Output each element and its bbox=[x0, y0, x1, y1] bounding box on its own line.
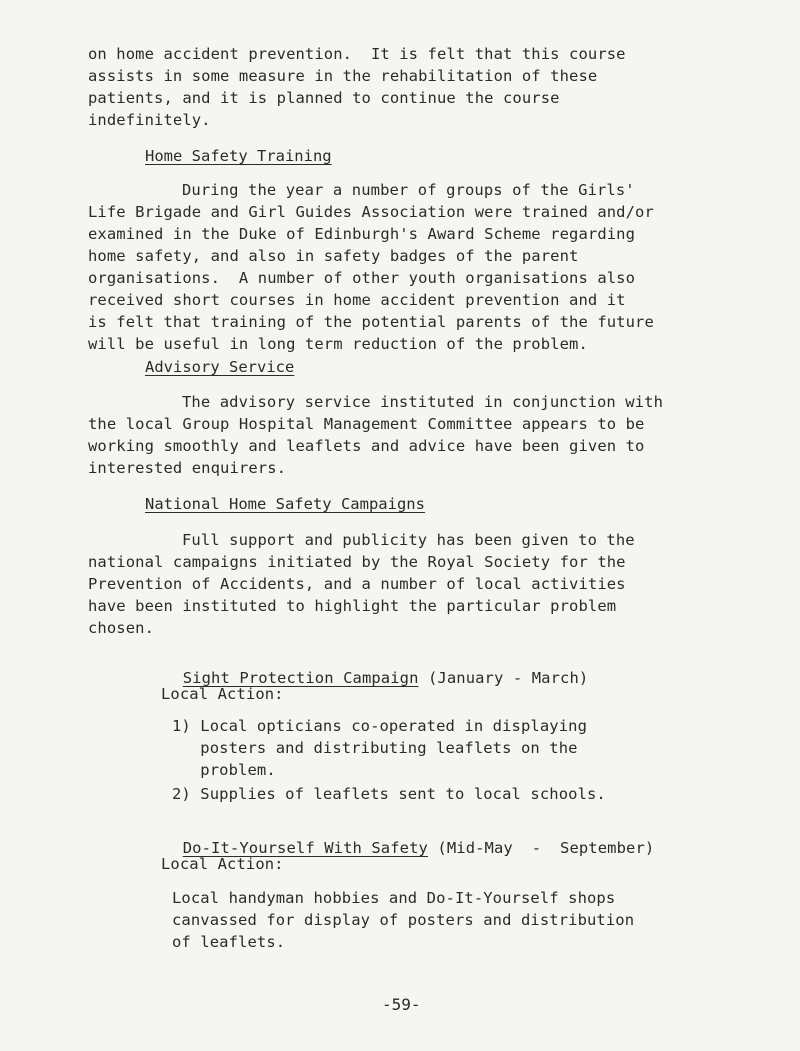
paragraph-line: organisations. A number of other youth organisations also bbox=[88, 269, 636, 287]
paragraph-line: Life Brigade and Girl Guides Association were trained and/or bbox=[88, 203, 654, 221]
sight-heading-title: Sight Protection Campaign bbox=[182, 669, 419, 687]
paragraph-line: the local Group Hospital Management Committee appears to be bbox=[88, 415, 645, 433]
paragraph-line: canvassed for display of posters and distribution bbox=[172, 911, 635, 929]
section-heading-national: National Home Safety Campaigns bbox=[145, 495, 425, 513]
paragraph-line: working smoothly and leaflets and advice have been given to bbox=[88, 437, 645, 455]
list-item-line: 1) Local opticians co-operated in displaying bbox=[172, 717, 587, 735]
paragraph-line: chosen. bbox=[88, 619, 155, 637]
diy-heading-dates: (Mid-May - September) bbox=[427, 839, 655, 857]
local-action-label: Local Action: bbox=[161, 685, 284, 703]
paragraph-line: examined in the Duke of Edinburgh's Award Scheme regarding bbox=[88, 225, 636, 243]
section-heading-home-safety: Home Safety Training bbox=[145, 147, 332, 165]
paragraph-line: During the year a number of groups of the Girls' bbox=[182, 181, 635, 199]
diy-heading-title: Do-It-Yourself With Safety bbox=[182, 839, 428, 857]
paragraph-line: received short courses in home accident prevention and it bbox=[88, 291, 626, 309]
paragraph-line: Local handyman hobbies and Do-It-Yourself shops bbox=[172, 889, 616, 907]
paragraph-line: Prevention of Accidents, and a number of local activities bbox=[88, 575, 626, 593]
list-item-line: posters and distributing leaflets on the bbox=[172, 739, 578, 757]
section-heading-advisory: Advisory Service bbox=[145, 358, 295, 376]
paragraph-line: will be useful in long term reduction of the problem. bbox=[88, 335, 588, 353]
paragraph-line: is felt that training of the potential parents of the future bbox=[88, 313, 654, 331]
paragraph-line: The advisory service instituted in conjunction with bbox=[182, 393, 664, 411]
list-item-line: 2) Supplies of leaflets sent to local schools. bbox=[172, 785, 606, 803]
local-action-label: Local Action: bbox=[161, 855, 284, 873]
paragraph-line: home safety, and also in safety badges of the parent bbox=[88, 247, 579, 265]
intro-line: patients, and it is planned to continue the course bbox=[88, 89, 560, 107]
paragraph-line: of leaflets. bbox=[172, 933, 286, 951]
paragraph-line: national campaigns initiated by the Royal Society for the bbox=[88, 553, 626, 571]
list-item-line: problem. bbox=[172, 761, 276, 779]
intro-line: on home accident prevention. It is felt that this course bbox=[88, 45, 626, 63]
sight-heading-dates: (January - March) bbox=[418, 669, 589, 687]
paragraph-line: have been instituted to highlight the particular problem bbox=[88, 597, 617, 615]
page-number: -59- bbox=[382, 995, 421, 1014]
intro-line: assists in some measure in the rehabilitation of these bbox=[88, 67, 598, 85]
intro-line: indefinitely. bbox=[88, 111, 211, 129]
paragraph-line: interested enquirers. bbox=[88, 459, 287, 477]
paragraph-line: Full support and publicity has been given to the bbox=[182, 531, 635, 549]
